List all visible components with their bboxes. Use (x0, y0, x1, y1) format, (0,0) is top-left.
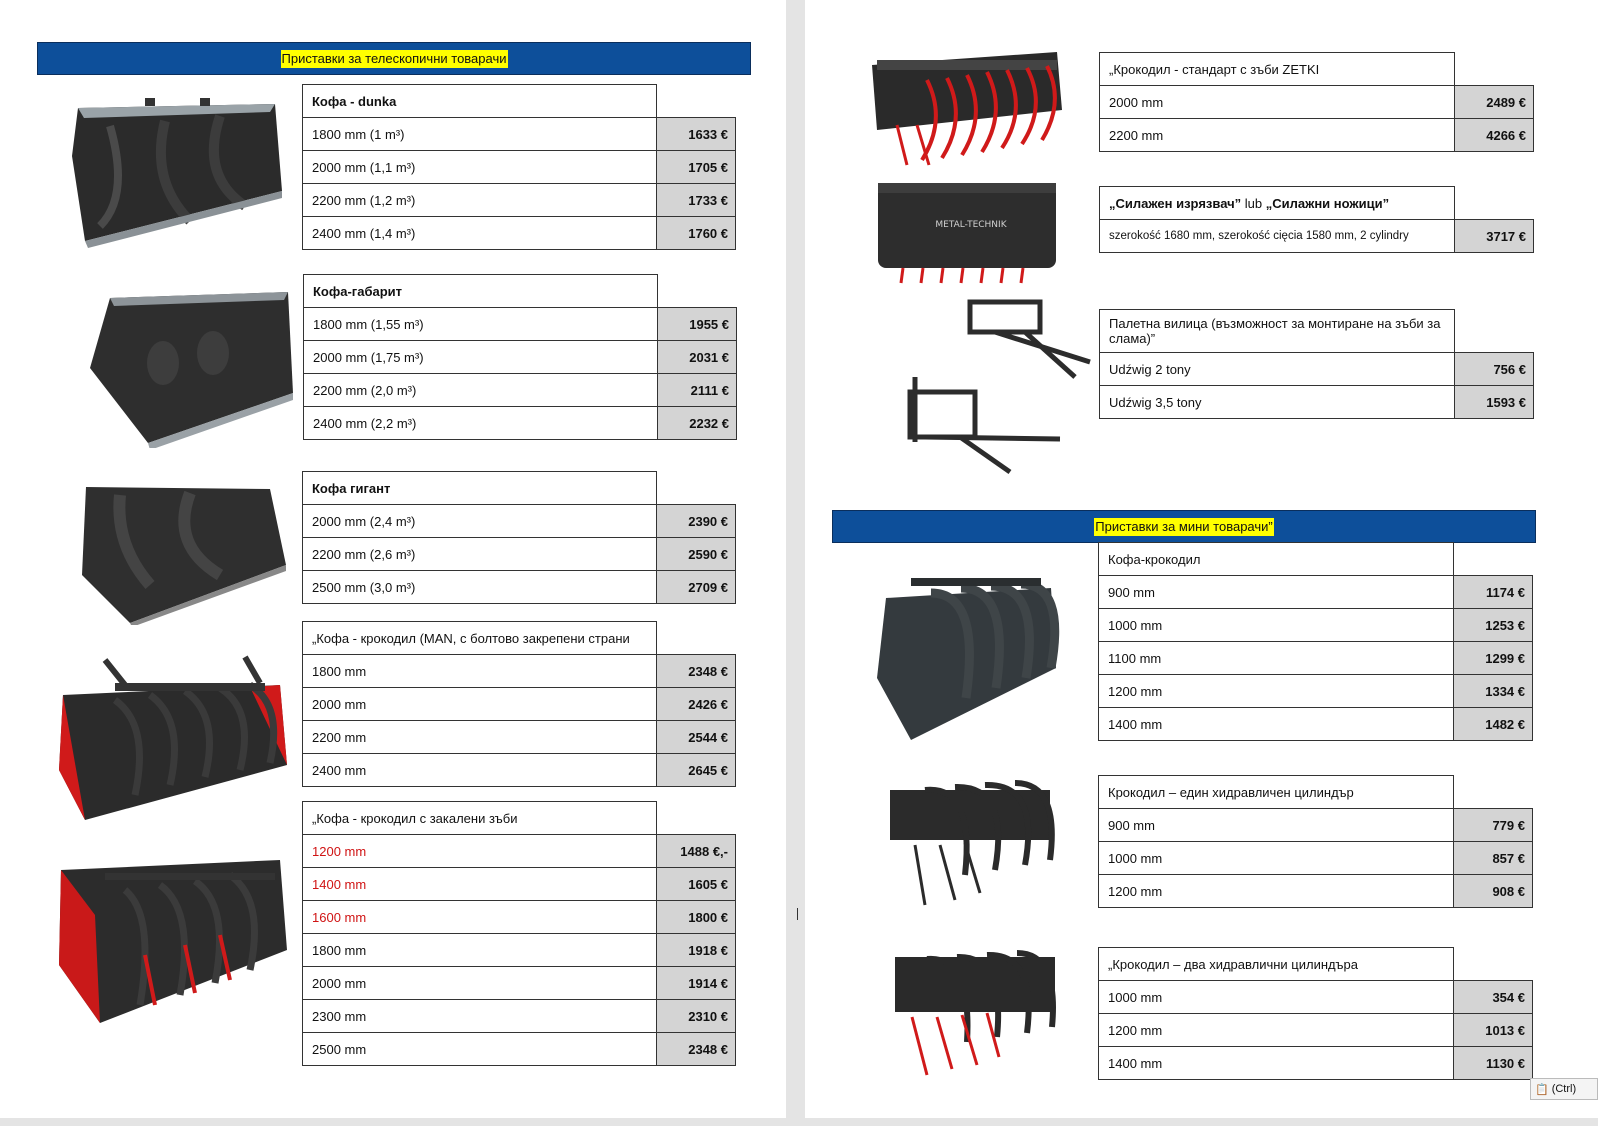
table-row (302, 687, 736, 721)
table-crocodile-hardened (302, 801, 736, 1066)
product-title: „Крокодил – два хидравлични цилиндъра (1098, 947, 1454, 981)
row-label: 1200 mm (1098, 874, 1454, 908)
table-row (1098, 1013, 1533, 1047)
row-price: 2709 € (657, 570, 736, 604)
row-label: 1400 mm (1098, 1046, 1454, 1080)
row-label: 2400 mm (302, 753, 657, 787)
row-price: 1174 € (1454, 575, 1533, 609)
row-price: 2426 € (657, 687, 736, 721)
table-row (1098, 841, 1533, 875)
table-row (1098, 980, 1533, 1014)
product-title: Кофа-габарит (303, 274, 658, 308)
table-row (1099, 118, 1534, 152)
table-row (302, 753, 736, 787)
table-row (1098, 608, 1533, 642)
row-price: 1130 € (1454, 1046, 1533, 1080)
row-label: 2000 mm (1,75 m³) (303, 340, 658, 374)
table-row (1098, 641, 1533, 675)
row-price: 4266 € (1455, 118, 1534, 152)
row-label: 1200 mm (1098, 674, 1454, 708)
row-price: 1914 € (657, 966, 736, 1000)
row-price: 3717 € (1455, 219, 1534, 253)
row-price: 1955 € (658, 307, 737, 341)
row-price: 1013 € (1454, 1013, 1533, 1047)
row-label: 1400 mm (302, 867, 657, 901)
table-bucket-dunka (302, 84, 736, 250)
table-row (303, 373, 737, 407)
clipboard-icon: 📋 (1535, 1083, 1549, 1096)
table-row (302, 183, 736, 217)
row-price: 1760 € (657, 216, 736, 250)
row-label: 2500 mm (302, 1032, 657, 1066)
banner-title: Приставки за телескопични товарачи (281, 50, 507, 66)
row-label: 2200 mm (2,0 m³) (303, 373, 658, 407)
row-price: 1299 € (1454, 641, 1533, 675)
product-title: „Кофа - крокодил с закалени зъби (302, 801, 657, 835)
row-label: 2000 mm (1099, 85, 1455, 119)
row-label: 900 mm (1098, 808, 1454, 842)
row-label: 2200 mm (302, 720, 657, 754)
table-row (302, 999, 736, 1033)
table-pallet-fork (1099, 309, 1534, 419)
paste-options-button[interactable] (1530, 1078, 1598, 1100)
telescopic-loaders-banner (37, 42, 751, 75)
table-crocodile-two-cylinders (1098, 947, 1533, 1080)
table-row (302, 933, 736, 967)
row-label: 2000 mm (302, 687, 657, 721)
row-label: 900 mm (1098, 575, 1454, 609)
table-row (302, 504, 736, 538)
row-label: 1000 mm (1098, 980, 1454, 1014)
row-label: 1600 mm (302, 900, 657, 934)
row-label: 1400 mm (1098, 707, 1454, 741)
table-row (1099, 385, 1534, 419)
row-price: 1918 € (657, 933, 736, 967)
row-price: 1482 € (1454, 707, 1533, 741)
row-price: 779 € (1454, 808, 1533, 842)
table-row (302, 150, 736, 184)
row-label: 1000 mm (1098, 608, 1454, 642)
bucket-dunka-image (70, 96, 290, 251)
row-price: 2489 € (1455, 85, 1534, 119)
table-mini-bucket-crocodile (1098, 542, 1533, 741)
product-title: „Крокодил - стандарт с зъби ZETKI (1099, 52, 1455, 86)
row-label: 2000 mm (302, 966, 657, 1000)
crocodile-one-cylinder-image (885, 765, 1060, 910)
row-price: 2390 € (657, 504, 736, 538)
paste-hint-label: (Ctrl) (1551, 1083, 1577, 1095)
row-price: 2111 € (658, 373, 737, 407)
table-row (1098, 874, 1533, 908)
table-row (1098, 808, 1533, 842)
row-label: Udźwig 2 tony (1099, 352, 1455, 386)
crocodile-two-cylinders-image (887, 937, 1062, 1079)
table-row (302, 117, 736, 151)
row-price: 857 € (1454, 841, 1533, 875)
row-price: 2348 € (657, 1032, 736, 1066)
row-price: 2031 € (658, 340, 737, 374)
product-title: Кофа-крокодил (1098, 542, 1454, 576)
table-bucket-gabarit (303, 274, 737, 440)
row-label: 2200 mm (1099, 118, 1455, 152)
row-price: 1253 € (1454, 608, 1533, 642)
row-price: 1800 € (657, 900, 736, 934)
table-row (302, 570, 736, 604)
row-price: 1605 € (657, 867, 736, 901)
table-row (302, 834, 736, 868)
row-label: 1200 mm (302, 834, 657, 868)
row-price: 2645 € (657, 753, 736, 787)
table-row (302, 900, 736, 934)
table-crocodile-man (302, 621, 736, 787)
mini-bucket-crocodile-image (871, 558, 1066, 743)
row-label: 2200 mm (2,6 m³) (302, 537, 657, 571)
crocodile-hardened-teeth-image (55, 855, 295, 1027)
row-price: 1488 €,- (657, 834, 736, 868)
text-cursor (797, 908, 798, 920)
row-label: 1800 mm (1,55 m³) (303, 307, 658, 341)
left-page (0, 0, 786, 1118)
product-title (1099, 186, 1455, 220)
product-title: Кофа - dunka (302, 84, 657, 118)
row-label: 1800 mm (302, 654, 657, 688)
row-label: 1800 mm (1 m³) (302, 117, 657, 151)
table-row (303, 406, 737, 440)
table-row (303, 307, 737, 341)
title-part-mid: lub (1241, 195, 1266, 211)
row-label: 2000 mm (1,1 m³) (302, 150, 657, 184)
row-label: 2500 mm (3,0 m³) (302, 570, 657, 604)
row-price: 2544 € (657, 720, 736, 754)
row-label: 2200 mm (1,2 m³) (302, 183, 657, 217)
bucket-gigant-image (80, 485, 292, 625)
row-price: 1733 € (657, 183, 736, 217)
product-title: Крокодил – един хидравличен цилиндър (1098, 775, 1454, 809)
row-price: 2590 € (657, 537, 736, 571)
row-price: 1705 € (657, 150, 736, 184)
row-price: 2348 € (657, 654, 736, 688)
title-part-a: „Силажен изрязвач” (1109, 195, 1242, 211)
table-row (302, 720, 736, 754)
product-title: „Кофа - крокодил (MAN, с болтово закрепени страни (302, 621, 657, 655)
silage-cutter-image (873, 175, 1063, 287)
product-title: Кофа гигант (302, 471, 657, 505)
title-part-b: „Силажни ножици” (1265, 195, 1390, 211)
table-row (1098, 707, 1533, 741)
row-label: 2400 mm (2,2 m³) (303, 406, 658, 440)
table-row (1099, 85, 1534, 119)
table-bucket-gigant (302, 471, 736, 604)
table-row (1098, 674, 1533, 708)
row-label: szerokość 1680 mm, szerokość cięcia 1580 mm, 2 cylindry (1099, 219, 1455, 253)
row-label: 2000 mm (2,4 m³) (302, 504, 657, 538)
table-crocodile-zetki (1099, 52, 1534, 152)
row-price: 2310 € (657, 999, 736, 1033)
pallet-fork-image (900, 292, 1095, 482)
table-row (1099, 219, 1534, 253)
table-row (1099, 352, 1534, 386)
table-row (302, 216, 736, 250)
row-price: 1593 € (1455, 385, 1534, 419)
row-label: 1200 mm (1098, 1013, 1454, 1047)
row-label: 1800 mm (302, 933, 657, 967)
table-row (302, 966, 736, 1000)
table-row (1098, 1046, 1533, 1080)
crocodile-man-bucket-image (55, 655, 295, 825)
table-row (1098, 575, 1533, 609)
row-label: 1100 mm (1098, 641, 1454, 675)
table-row (302, 1032, 736, 1066)
table-row (302, 654, 736, 688)
row-price: 354 € (1454, 980, 1533, 1014)
table-row (302, 867, 736, 901)
row-price: 908 € (1454, 874, 1533, 908)
row-label: 2300 mm (302, 999, 657, 1033)
table-row (303, 340, 737, 374)
table-silage-cutter (1099, 186, 1534, 253)
table-row (302, 537, 736, 571)
brand-logo: METAL-TECHNIK (935, 220, 1007, 230)
product-title: Палетна вилица (възможност за монтиране на зъби за слама)” (1099, 309, 1455, 353)
row-price: 1633 € (657, 117, 736, 151)
crocodile-zetki-image (867, 40, 1067, 168)
row-label: 1000 mm (1098, 841, 1454, 875)
row-price: 1334 € (1454, 674, 1533, 708)
bucket-gabarit-image (88, 288, 298, 448)
right-page (805, 0, 1598, 1118)
row-price: 756 € (1455, 352, 1534, 386)
row-label: Udźwig 3,5 tony (1099, 385, 1455, 419)
row-price: 2232 € (658, 406, 737, 440)
table-crocodile-one-cylinder (1098, 775, 1533, 908)
banner-title: Приставки за мини товарачи” (1095, 518, 1273, 534)
mini-loaders-banner (832, 510, 1536, 543)
row-label: 2400 mm (1,4 m³) (302, 216, 657, 250)
